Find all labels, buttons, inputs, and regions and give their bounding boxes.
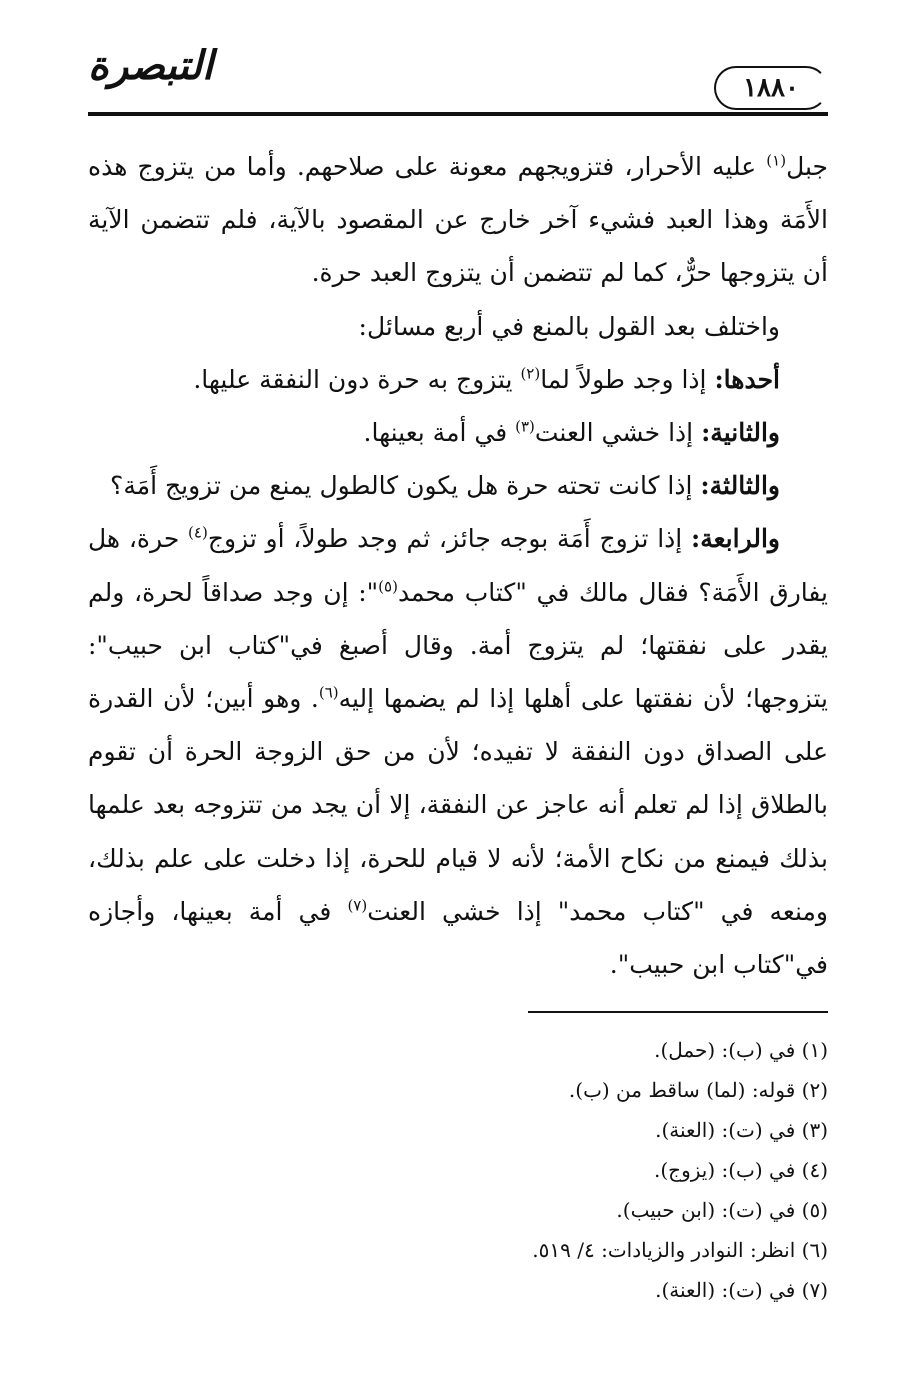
footnote-1: (١) في (ب): (حمل). bbox=[654, 1038, 828, 1062]
issue-label: والثالثة: bbox=[700, 471, 780, 501]
footnote-ref-2[interactable]: (٢) bbox=[520, 364, 541, 383]
footnote-ref-7[interactable]: (٧) bbox=[347, 896, 368, 915]
paragraph-2: واختلف بعد القول بالمنع في أربع مسائل: bbox=[358, 311, 780, 341]
text-run: إذا تزوج أَمَة بوجه جائز، ثم وجد طولاً، أو تزوج bbox=[207, 524, 691, 554]
text-run: عليه الأحرار، فتزويجهم معونة على صلاحهم. وأما من يتزوج هذه الأَمَة وهذا العبد فشيء آخر خارج عن المقصود بالآية، فلم تتضمن الآية أن يتزوجها حرٌّ، كما لم تتضمن أن يتزوج العبد حرة. bbox=[88, 152, 828, 288]
paragraph-1 bbox=[88, 140, 828, 300]
footnote-ref-3[interactable]: (٣) bbox=[515, 417, 535, 436]
footnote-separator bbox=[528, 1011, 828, 1013]
text-run: ": إن وجد صداقاً لحرة، ولم يقدر على نفقتها؛ لم يتزوج أمة. وقال أصبغ في"كتاب ابن حبيب": يتزوجها؛ لأن نفقتها على أهلها إذا لم يضمها إليه bbox=[88, 577, 828, 714]
footnote-7: (٧) في (ت): (العنة). bbox=[655, 1278, 828, 1302]
main-text bbox=[88, 140, 828, 991]
footnotes bbox=[300, 1030, 828, 1310]
text-run: إذا خشي العنت bbox=[534, 418, 702, 448]
paragraph-5 bbox=[88, 459, 828, 512]
page-header bbox=[88, 40, 828, 120]
footnote-3: (٣) في (ت): (العنة). bbox=[655, 1118, 828, 1142]
footnote-2: (٢) قوله: (لما) ساقط من (ب). bbox=[568, 1078, 828, 1102]
footnote-ref-4[interactable]: (٤) bbox=[188, 524, 208, 543]
book-title: التبصرة bbox=[88, 42, 214, 89]
footnote-5: (٥) في (ت): (ابن حبيب). bbox=[616, 1198, 828, 1222]
paragraph-4 bbox=[88, 406, 828, 459]
issue-label: والرابعة: bbox=[690, 524, 780, 554]
header-rule bbox=[88, 112, 828, 116]
text-run: حرة، هل يفارق الأَمَة؟ فقال مالك في "كتاب محمد bbox=[88, 524, 828, 607]
issue-label: والثانية: bbox=[701, 418, 780, 448]
issue-label: أحدها: bbox=[714, 364, 780, 394]
text-run: في أمة بعينها، وأجازه في"كتاب ابن حبيب". bbox=[88, 896, 828, 980]
text-run: إذا وجد طولاً لما bbox=[540, 364, 715, 394]
footnote-ref-5[interactable]: (٥) bbox=[378, 577, 398, 596]
footnote-6: (٦) انظر: النوادر والزيادات: ٤/ ٥١٩. bbox=[532, 1238, 828, 1262]
text-run: . وهو أبين؛ لأن القدرة على الصداق دون النفقة لا تفيده؛ لأن من حق الزوجة الحرة أن تقوم بالطلاق إذا لم تعلم أنه عاجز عن النفقة، إلا أن يجد من تتزوجه بعد علمها بذلك فيمنع من نكاح الأمة؛ لأنه لا قيام للحرة، إذا دخلت على علم بذلك، ومنعه في "كتاب محمد" إذا خشي العنت bbox=[88, 684, 828, 926]
page-number: ١٨٨٠ bbox=[714, 66, 828, 110]
footnote-4: (٤) في (ب): (يزوج). bbox=[654, 1158, 828, 1182]
paragraph-6 bbox=[88, 512, 828, 991]
paragraph-3 bbox=[88, 353, 828, 406]
footnote-ref-1[interactable]: (١) bbox=[766, 151, 787, 170]
text-run: إذا كانت تحته حرة هل يكون كالطول يمنع من تزويج أَمَة؟ bbox=[110, 471, 701, 501]
text-run: يتزوج به حرة دون النفقة عليها. bbox=[193, 364, 521, 394]
text-run: في أمة بعينها. bbox=[363, 418, 516, 448]
footnote-ref-6[interactable]: (٦) bbox=[318, 683, 339, 702]
text-run: جبل bbox=[786, 152, 828, 181]
